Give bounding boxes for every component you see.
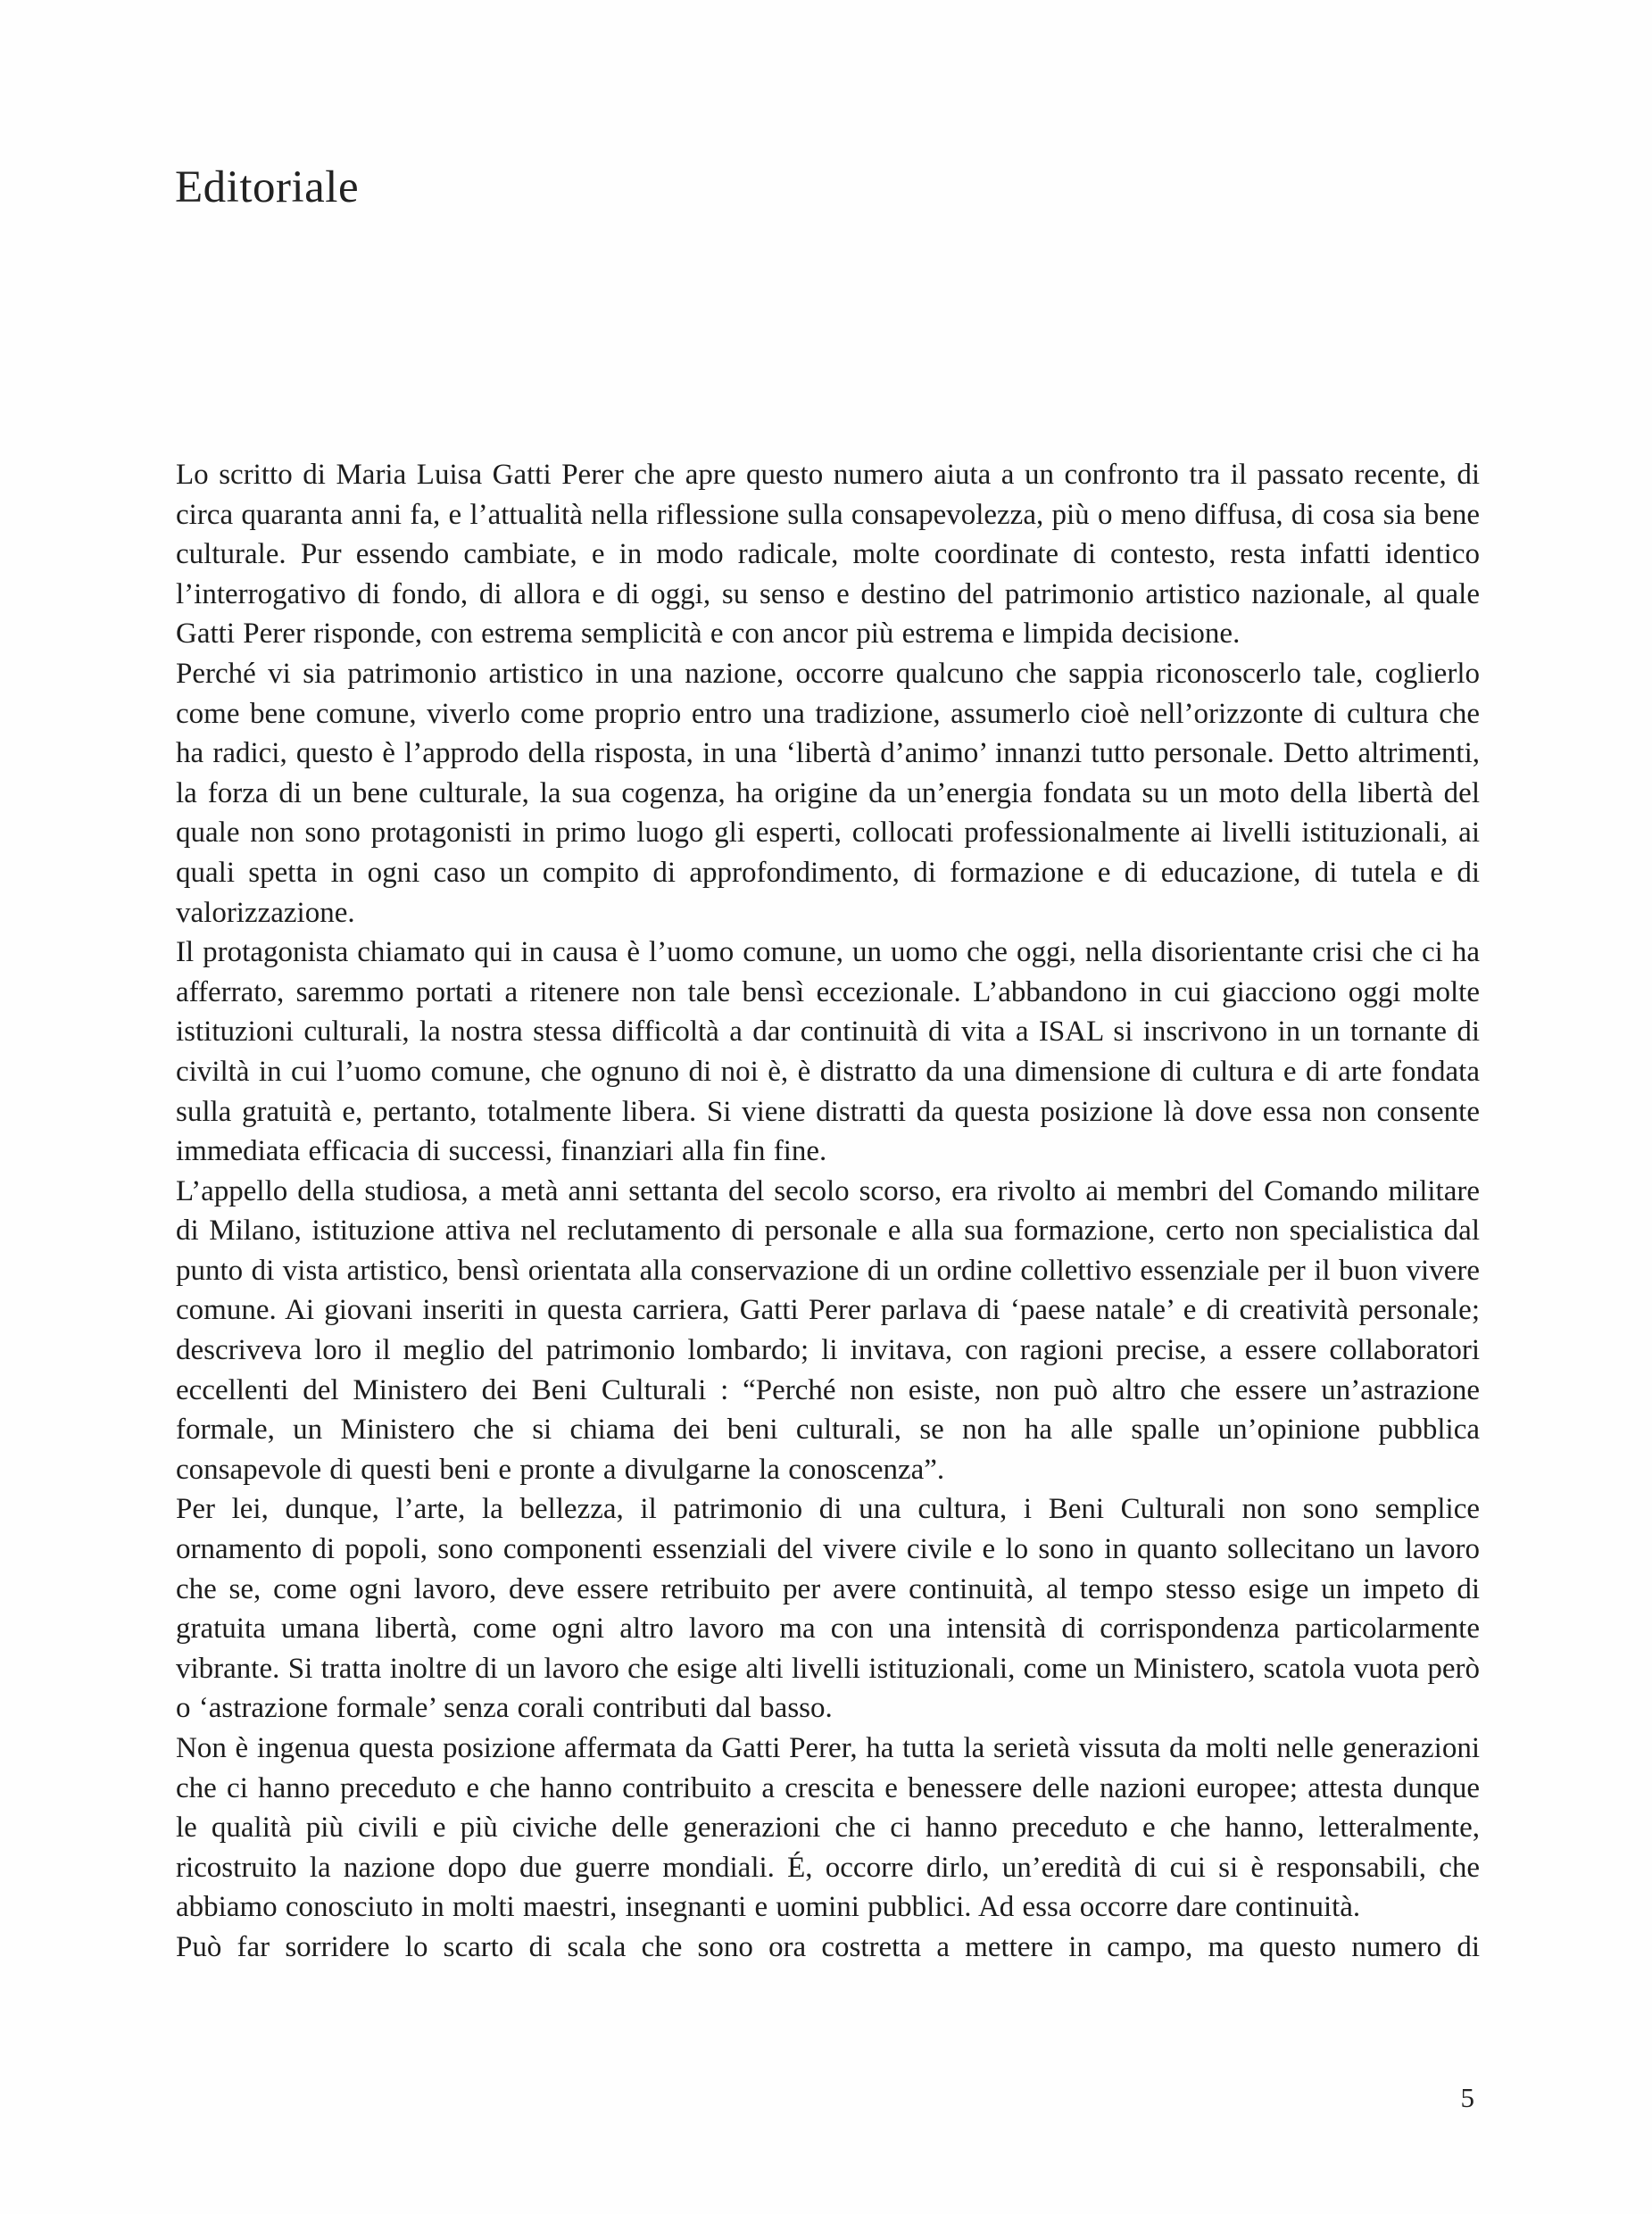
page-number: 5	[1460, 2082, 1474, 2113]
paragraph-6: Non è ingenua questa posizione affermata da Gatti Perer, ha tutta la serietà vissuta da molti nelle generazioni che ci hanno preceduto e che hanno contribuito a crescita e benessere delle nazioni europee; attesta dunque le qualità più civili e più civiche delle generazioni che ci hanno preceduto e che hanno, letteralmente, ricostruito la nazione dopo due guerre mondiali. É, occorre dirlo, un’eredità di cui si è responsabili, che abbiamo conosciuto in molti maestri, insegnanti e uomini pubblici. Ad essa occorre dare continuità.	[176, 1732, 1480, 1924]
paragraph-4: L’appello della studiosa, a metà anni settanta del secolo scorso, era rivolto ai membri del Comando militare di Milano, istituzione attiva nel reclutamento di personale e alla sua formazione, certo non specialistica dal punto di vista artistico, bensì orientata alla conservazione di un ordine collettivo essenziale per il buon vivere comune. Ai giovani inseriti in questa carriera, Gatti Perer parlava di ‘paese natale’ e di creatività personale; descriveva loro il meglio del patrimonio lombardo; li invitava, con ragioni precise, a essere collaboratori eccellenti del Ministero dei Beni Culturali : “Perché non esiste, non può altro che essere un’astrazione formale, un Ministero che si chiama dei beni culturali, se non ha alle spalle un’opinione pubblica consapevole di questi beni e pronte a divulgarne la conoscenza”.	[176, 1174, 1480, 1486]
paragraph-7: Può far sorridere lo scarto di scala che sono ora costretta a mettere in campo, ma questo numero di	[176, 1930, 1480, 1963]
paragraph-1: Lo scritto di Maria Luisa Gatti Perer che apre questo numero aiuta a un confronto tra il passato recente, di circa quaranta anni fa, e l’attualità nella riflessione sulla consapevolezza, più o meno diffusa, di cosa sia bene culturale. Pur essendo cambiate, e in modo radicale, molte coordinate di contesto, resta infatti identico l’interrogativo di fondo, di allora e di oggi, su senso e destino del patrimonio artistico nazionale, al quale Gatti Perer risponde, con estrema semplicità e con ancor più estrema e limpida decisione.	[176, 459, 1480, 651]
page-title: Editoriale	[175, 162, 360, 212]
paragraph-2: Perché vi sia patrimonio artistico in una nazione, occorre qualcuno che sappia riconoscerlo tale, coglierlo come bene comune, viverlo come proprio entro una tradizione, assumerlo cioè nell’orizzonte di cultura che ha radici, questo è l’approdo della risposta, in una ‘libertà d’animo’ innanzi tutto personale. Detto altrimenti, la forza di un bene culturale, la sua cogenza, ha origine da un’energia fondata su un moto della libertà del quale non sono protagonisti in primo luogo gli esperti, collocati professionalmente ai livelli istituzionali, ai quali spetta in ogni caso un compito di approfondimento, di formazione e di educazione, di tutela e di valorizzazione.	[176, 657, 1480, 929]
body-text	[176, 455, 1480, 1968]
paragraph-3: Il protagonista chiamato qui in causa è l’uomo comune, un uomo che oggi, nella disorientante crisi che ci ha afferrato, saremmo portati a ritenere non tale bensì eccezionale. L’abbandono in cui giacciono oggi molte istituzioni culturali, la nostra stessa difficoltà a dar continuità di vita a ISAL si inscrivono in un tornante di civiltà in cui l’uomo comune, che ognuno di noi è, è distratto da una dimensione di cultura e di arte fondata sulla gratuità e, pertanto, totalmente libera. Si viene distratti da questa posizione là dove essa non consente immediata efficacia di successi, finanziari alla fin fine.	[176, 936, 1480, 1168]
paragraph-5: Per lei, dunque, l’arte, la bellezza, il patrimonio di una cultura, i Beni Culturali non sono semplice ornamento di popoli, sono componenti essenziali del vivere civile e lo sono in quanto sollecitano un lavoro che se, come ogni lavoro, deve essere retribuito per avere continuità, al tempo stesso esige un impeto di gratuita umana libertà, come ogni altro lavoro ma con una intensità di corrispondenza particolarmente vibrante. Si tratta inoltre di un lavoro che esige alti livelli istituzionali, come un Ministero, scatola vuota però o ‘astrazione formale’ senza corali contributi dal basso.	[176, 1493, 1480, 1725]
